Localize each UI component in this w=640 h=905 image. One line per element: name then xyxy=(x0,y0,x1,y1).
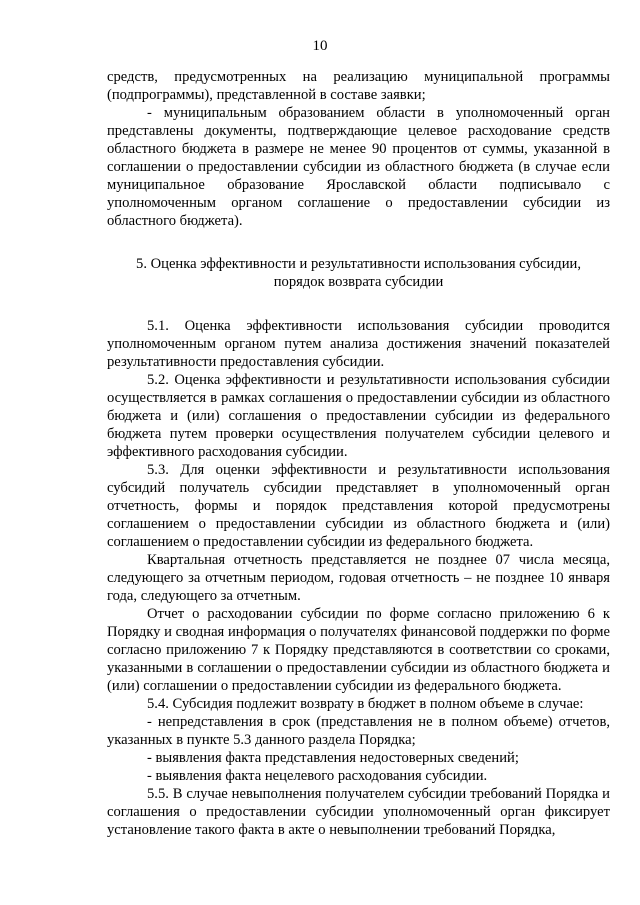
section-heading-line-2: порядок возврата субсидии xyxy=(273,274,444,290)
section-heading-line-1: 5. Оценка эффективности и результативности использования субсидии, xyxy=(136,256,581,272)
paragraph-5-5: 5.5. В случае невыполнения получателем субсидии требований Порядка и соглашения о предоставлении субсидии уполномоченный орган фиксирует установление такого факта в акте о невыполнении требований Порядка, xyxy=(107,786,610,838)
paragraph-5-2: 5.2. Оценка эффективности и результативности использования субсидии осуществляется в рамках соглашения о предоставлении субсидии из областного бюджета и (или) соглашения о предоставлении субсидии из федерального бюджета путем проверки осуществления получателем субсидии целевого и эффективного расходования субсидии. xyxy=(107,372,610,460)
paragraph-5-4: 5.4. Субсидия подлежит возврату в бюджет в полном объеме в случае: xyxy=(147,696,584,712)
document-body xyxy=(107,68,610,839)
list-item: - непредставления в срок (представления не в полном объеме) отчетов, указанных в пункте 5.3 данного раздела Порядка; xyxy=(107,714,610,748)
page-number: 10 xyxy=(312,38,328,54)
paragraph-5-1: 5.1. Оценка эффективности использования субсидии проводится уполномоченным органом путем анализа достижения значений показателей результативности предоставления субсидии. xyxy=(107,318,610,370)
paragraph-expense-report: Отчет о расходовании субсидии по форме согласно приложению 6 к Порядку и сводная информация о получателях финансовой поддержки по форме согласно приложению 7 к Порядку представляются в соответствии со сроками, указанными в соглашении о предоставлении субсидии из областного бюджета и (или) соглашении о предоставлении субсидии из федерального бюджета. xyxy=(107,606,610,694)
paragraph-5-3: 5.3. Для оценки эффективности и результативности использования субсидий получатель субсидии представляет в уполномоченный орган отчетность, формы и порядок представления которой предусмотрены соглашением о предоставлении субсидии из областного бюджета и (или) соглашением о предоставлении субсидии из федерального бюджета. xyxy=(107,462,610,550)
paragraph-condition: - муниципальным образованием области в уполномоченный орган представлены документы, подтверждающие целевое расходование средств областного бюджета в размере не менее 90 процентов от суммы, указанной в соглашении о предоставлении субсидии из областного бюджета (в случае если муниципальное образование Ярославской области подписывало с уполномоченным органом соглашение о предоставлении субсидии из областного бюджета). xyxy=(107,105,610,229)
paragraph-continuation: средств, предусмотренных на реализацию муниципальной программы (подпрограммы), представленной в составе заявки; xyxy=(107,69,610,103)
paragraph-quarterly-reporting: Квартальная отчетность представляется не позднее 07 числа месяца, следующего за отчетным периодом, годовая отчетность – не позднее 10 января года, следующего за отчетным. xyxy=(107,552,610,604)
list-item: - выявления факта представления недостоверных сведений; xyxy=(147,750,519,766)
section-heading xyxy=(107,255,610,291)
list-item: - выявления факта нецелевого расходования субсидии. xyxy=(147,768,488,784)
